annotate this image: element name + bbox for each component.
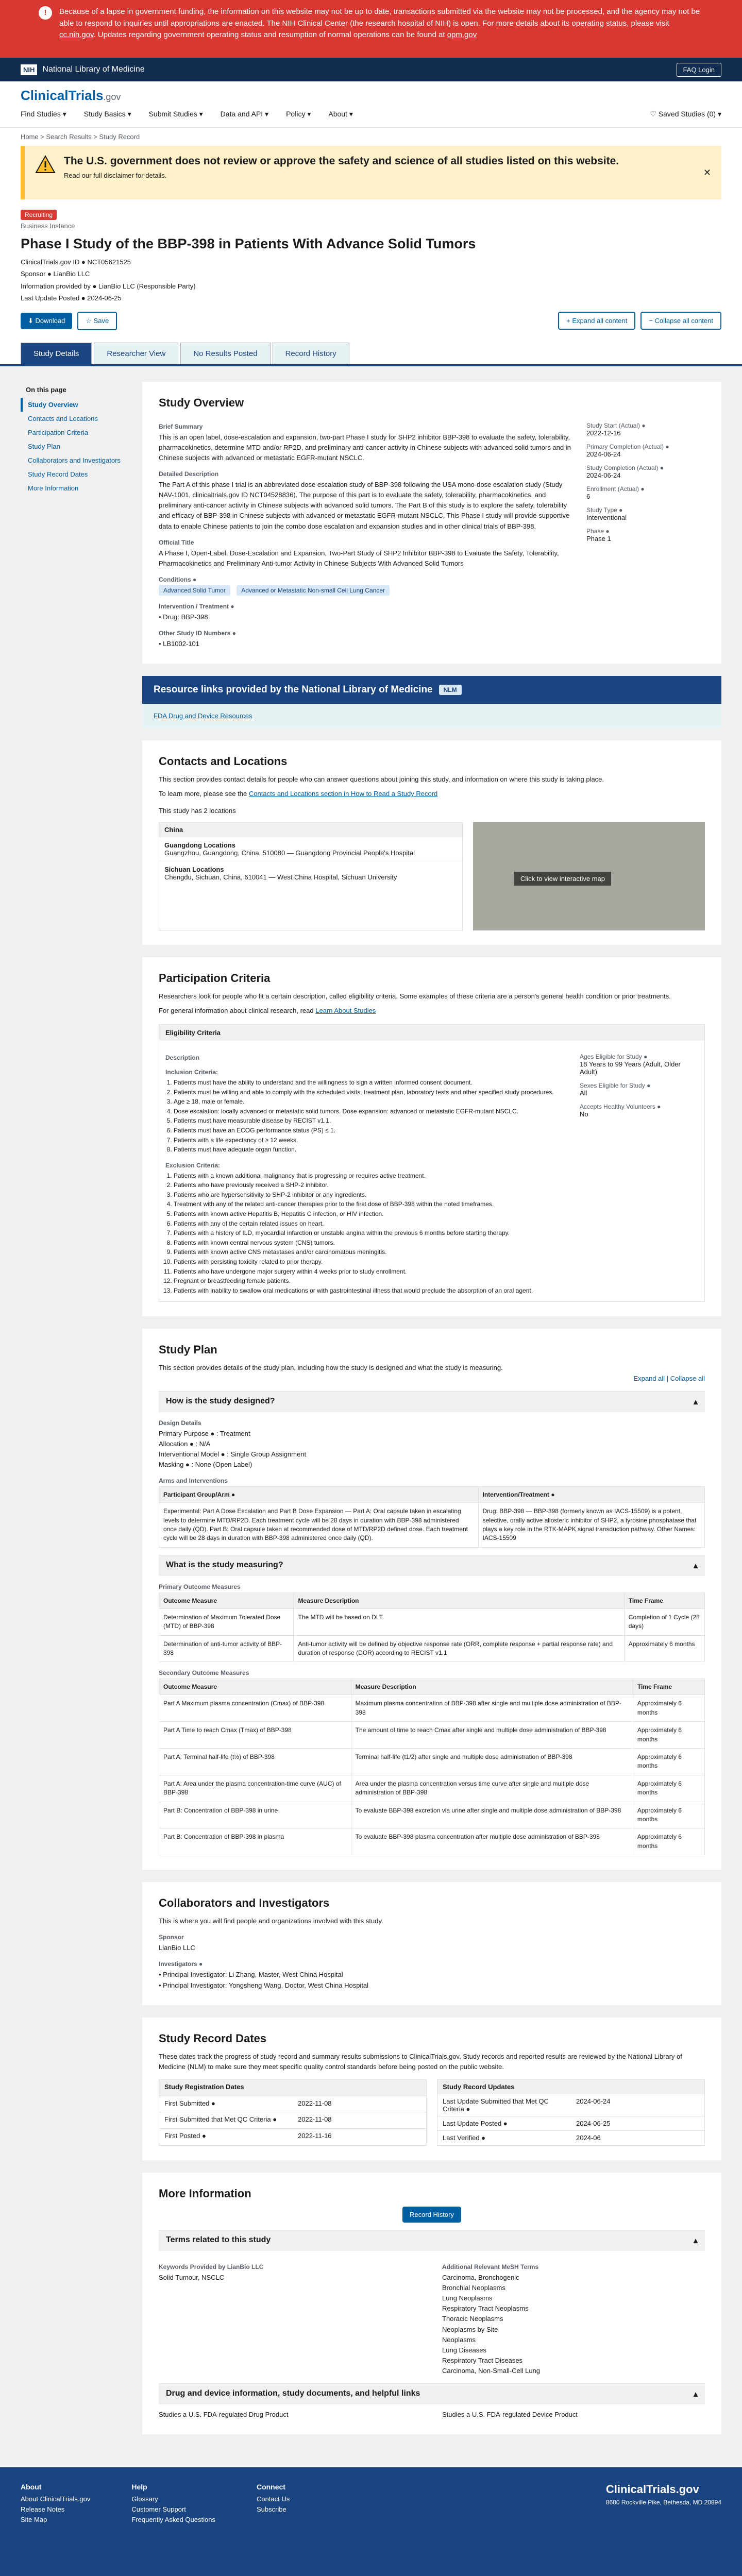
download-button[interactable]: ⬇ Download: [21, 313, 72, 329]
sidenav-title: On this page: [26, 385, 66, 394]
plan-expand-toggle[interactable]: Expand all | Collapse all: [633, 1374, 705, 1382]
overview-facts: Study Start (Actual) ● 2022-12-16 Primary Completion (Actual) ● 2024-06-24 Study Completion (Actual) ● 2024-06-24 Enrollment (Actual) ● 6 Study Type ● Interventional Phase ● Phase 1: [586, 421, 669, 543]
mesh-term: Lung Neoplasms: [442, 2294, 493, 2302]
tab-researcher-view[interactable]: Researcher View: [94, 343, 178, 364]
registration-dates: Study Registration Dates First Submitted ● 2022-11-08 First Submitted that Met QC Criteria ● 2022-11-08 First Posted ● 2022-11-16: [159, 2079, 427, 2146]
list-item: 3. Patients who are hypersensitivity to SHP-2 inhibitor or any ingredients.: [174, 1190, 567, 1200]
resources-title: Resource links provided by the National Library of Medicine: [154, 684, 433, 696]
table-row: [159, 1635, 705, 1662]
design-accordion[interactable]: How is the study designed? ▴: [159, 1391, 705, 1412]
list-item: 3. Age ≥ 18, male or female.: [174, 1097, 567, 1107]
sidenav-item-dates[interactable]: Study Record Dates: [28, 470, 88, 478]
measure-description: The MTD will be based on DLT.: [294, 1608, 624, 1635]
eligibility-facts: Ages Eligible for Study ● 18 Years to 99 Years (Adult, Older Adult) Sexes Eligible for Study ● All Accepts Healthy Volunteers ● No: [580, 1053, 681, 1118]
list-item: 8. Patients with known central nervous system (CNS) tumors.: [174, 1238, 567, 1248]
terms-accordion[interactable]: Terms related to this study ▴: [159, 2230, 705, 2251]
table-row: [159, 1695, 705, 1722]
contacts-heading: Contacts and Locations: [159, 755, 288, 768]
study-overview-card: Study Overview Brief Summary This is an open label, dose-escalation and expansion, two-part Phase I study for SHP2 inhibitor BBP-398 to evaluate the safety, tolerability, pharmacokinetics, determine MTD and/or RP2D, and preliminary anti-cancer activity in Chinese subjects with advanced solid tumors and in Chinese subjects with advanced or metastatic EGFR-mutant NSCLC. Detailed Description The Part A of this phase I trial is an abbreviated dose escalation study of BBP-398 following the USA mono-dose escalation study (Study NAV-1001, clinicaltrials.gov ID NCT04528836). The purpose of this part is to evaluate the safety, tolerability, pharmacokinetics, and preliminary anti-cancer activity in Chinese subjects with advanced solid tumors. The Part B of this study is to explore the safety, tolerability and efficacy of BBP-398 in Chinese subjects with advanced or metastatic EGFR-mutant NSCLC. This Phase I study will provide supportive data to enable Chinese patients to join the combo dose escalation and expansion studies and in other clinical trials of BBP-398. Official Title A Phase I, Open-Label, Dose-Escalation and Expansion, Two-Part Study of SHP2 Inhibitor BBP-398 to Evaluate the Safety, Tolerability, Pharmacokinetics and Preliminary Anti-tumor Activity in Chinese Subjects With Advanced Solid Tumors Conditions ● Advanced Solid Tumor Advanced or Metastatic Non-small Cell Lung Cancer Intervention / Treatment ● • Drug: BBP-398 Other Study ID Numbers ● • LB1002-101 Study Start (Actual) ● 2022-12-16 Primary Completion (Actual) ● 2024-06-24 Study Completion (Actual) ● 2024-06-24 Enrollment (Actual) ● 6 Study Type ● Interventional Phase ● Phase 1: [142, 382, 721, 664]
nct-id: ClinicalTrials.gov ID ● NCT05621525: [21, 258, 131, 266]
record-history-button[interactable]: Record History: [402, 2207, 461, 2223]
collapse-all-button[interactable]: − Collapse all content: [640, 312, 721, 330]
list-item: 4. Dose escalation: locally advanced or metastatic solid tumors. Dose expansion: advanced or metastatic EGFR-mutant NSCLC.: [174, 1107, 567, 1116]
time-frame: Completion of 1 Cycle (28 days): [624, 1608, 704, 1635]
site-logo[interactable]: ClinicalTrials.gov: [21, 88, 121, 103]
save-button[interactable]: ☆ Save: [77, 312, 117, 330]
list-item: 8. Patients must have adequate organ function.: [174, 1145, 567, 1155]
drug-info-accordion[interactable]: Drug and device information, study documents, and helpful links ▴: [159, 2383, 705, 2404]
mesh-term: Carcinoma, Bronchogenic: [442, 2273, 519, 2281]
contacts-help-link[interactable]: Contacts and Locations section in How to Read a Study Record: [248, 790, 438, 798]
tab-record-history[interactable]: Record History: [273, 343, 349, 364]
mesh-terms: [442, 2273, 705, 2376]
collaborators-card: Collaborators and Investigators This is where you will find people and organizations involved with this study. Sponsor LianBio LLC Investigators ● • Principal Investigator: Li Zhang, Master, West China Hospital • Principal Investigator: Yongsheng Wang, Doctor, West China Hospital: [142, 1882, 721, 2005]
expand-all-button[interactable]: + Expand all content: [558, 312, 635, 330]
measure-accordion[interactable]: What is the study measuring? ▴: [159, 1555, 705, 1576]
footer-logo[interactable]: ClinicalTrials.gov 8600 Rockville Pike, Bethesda, MD 20894: [605, 2483, 721, 2506]
breadcrumb[interactable]: Home > Search Results > Study Record: [21, 133, 140, 141]
outcome-measure: Determination of Maximum Tolerated Dose (MTD) of BBP-398: [159, 1608, 294, 1635]
notice-title: The U.S. government does not review or approve the safety and science of all studies listed on this website.: [64, 155, 619, 167]
intervention-item: • Drug: BBP-398: [159, 613, 208, 621]
mesh-term: Neoplasms by Site: [442, 2325, 498, 2333]
participation-heading: Participation Criteria: [159, 971, 271, 985]
page-title: Phase I Study of the BBP-398 in Patients With Advance Solid Tumors: [21, 236, 476, 251]
nlm-logo[interactable]: NIH National Library of Medicine: [21, 64, 145, 75]
location-item[interactable]: Guangdong Locations Guangzhou, Guangdong, China, 510080 — Guangdong Provincial People's Hospital: [159, 837, 462, 861]
site-footer: About About ClinicalTrials.gov Release Notes Site Map Help Glossary Customer Support Frequently Asked Questions Connect Contact Us Subscribe ClinicalTrials.gov 8600 Rockville Pike, Bethesda, MD 20894: [0, 2467, 742, 2576]
mesh-term: Carcinoma, Non-Small-Cell Lung: [442, 2367, 541, 2375]
list-item: 5. Patients with known active Hepatitis B, Hepatitis C infection, or HIV infection.: [174, 1209, 567, 1219]
outcome-measure: Determination of anti-tumor activity of BBP-398: [159, 1635, 294, 1662]
time-frame: Approximately 6 months: [633, 1775, 704, 1802]
page-sidenav: [21, 382, 129, 2447]
study-header: [21, 210, 721, 330]
info-provider: Information provided by ● LianBio LLC (Responsible Party): [21, 282, 196, 290]
measure-description: Anti-tumor activity will be defined by objective response rate (ORR, complete response + partial response rate) and duration of response (DOR) according to RECIST v1.1: [294, 1635, 624, 1662]
sidenav-item-contacts[interactable]: Contacts and Locations: [28, 414, 98, 422]
site-header: [0, 81, 742, 128]
list-item: 7. Patients with a history of ILD, myocardial infarction or unstable angina within the previous 6 months before starting therapy.: [174, 1228, 567, 1238]
opm-link[interactable]: opm.gov: [447, 30, 477, 39]
learn-about-studies-link[interactable]: Learn About Studies: [315, 1006, 376, 1014]
study-plan-card: Study Plan This section provides details of the study plan, including how the study is designed and what the study is measuring. Expand all | Collapse all How is the study designed? ▴ Design Details Primary Purpose ● : Treatment Allocation ● : N/A Interventional Model ● : Single Group Assignment Masking ● : None (Open Label) Arms and Interventions Participant Group/Arm ● Intervention/Treatment ● Experimental: Part A Dose Escalation and Part B Dose Expansion — Part A: Oral capsule taken in escalating levels to determine MTD/RP2D. Each treatment cycle will be 28 days in duration with BBP-398 administered once daily (QD). Part B: Oral capsule taken at recommended dose of MTD/RP2D defined dose. Each treatment cycle will be 28 days in duration with BBP-398 administered once daily (QD). Drug: BBP-398 — BBP-398 (formerly known as IACS-15509) is a potent, selective, orally active allosteric inhibitor of SHP2, a tyrosine phosphatase that plays a key role in the RTK-MAPK signal transduction pathway. Other Names: IACS-15509 What is the study measuring? ▴ Primary Outcome Measures Outcome Measure Measure Description Time Frame Determination of Maximum Tolerated Dose (MTD) of BBP-398 The MTD will be based on DLT. Completion of 1 Cycle (28 days) Determination of anti-tumor activity of BBP-398 Anti-tumor activity will be defined by objective response rate (ORR, complete response + partial response rate) and duration of response (DOR) according to RECIST v1.1 Approximately 6 months Secondary Outcome Measures Outcome Measure Measure Description Time Frame Part A Maximum plasma concentration (Cmax) of BBP-398 Maximum plasma concentration of BBP-398 after single and multiple dose administration of BBP-398 Approximately 6 months Part A Time to reach Cmax (Tmax) of BBP-398 The amount of time to reach Cmax after single and multiple dose administration of BBP-398 Approximately 6 months Part A: Terminal half-life (t½) of BBP-398 Terminal half-life (t1/2) after single and multiple dose administration of BBP-398 Approximately 6 months Part A: Area under the plasma concentration-time curve (AUC) of BBP-398 Area under the plasma concentration versus time curve after single and multiple dose administration of BBP-398 Approximately 6 months Part B: Concentration of BBP-398 in urine To evaluate BBP-398 excretion via urine after single and multiple dose administration of BBP-398 Approximately 6 months Part B: Concentration of BBP-398 in plasma To evaluate BBP-398 plasma concentration after multiple dose administration of BBP-398 Approximately 6 months: [142, 1329, 721, 1870]
list-item: 12. Pregnant or breastfeeding female patients.: [174, 1276, 567, 1286]
nav-menu-item[interactable]: Policy ▾: [286, 110, 311, 118]
sidenav-item-overview[interactable]: Study Overview: [21, 398, 129, 412]
dates-heading: Study Record Dates: [159, 2031, 267, 2045]
list-item: 1. Patients must have the ability to understand and the willingness to sign a written informed consent document.: [174, 1078, 567, 1088]
sidenav-item-participation[interactable]: Participation Criteria: [28, 428, 89, 436]
notice-disclaimer-link[interactable]: Read our full disclaimer for details.: [64, 172, 167, 179]
contacts-card: Contacts and Locations This section provides contact details for people who can answer questions about joining this study, and information on where this study is taking place. To learn more, please see the Contacts and Locations section in How to Read a Study Record This study has 2 locations China Guangdong Locations Guangzhou, Guangdong, China, 510080 — Guangdong Provincial People's Hospital Sichuan Locations Chengdu, Sichuan, China, 610041 — West China Hospital, Sichuan University Click to view interactive map: [142, 740, 721, 944]
time-frame: Approximately 6 months: [624, 1635, 704, 1662]
table-row: [159, 1802, 705, 1828]
mesh-term: Thoracic Neoplasms: [442, 2315, 503, 2323]
nav-menu-item[interactable]: Find Studies ▾: [21, 110, 66, 118]
record-dates-card: Study Record Dates These dates track the progress of study record and summary results submissions to ClinicalTrials.gov. Study records and reported results are reviewed by the National Library of Medicine (NLM) to make sure they meet specific quality control standards before being posted on the public website. Study Registration Dates First Submitted ● 2022-11-08 First Submitted that Met QC Criteria ● 2022-11-08 First Posted ● 2022-11-16 Study Record Updates Last Update Submitted that Met QC Criteria ● 2024-06-24 Last Update Posted ● 2024-06-25 Last Verified ● 2024-06: [142, 2018, 721, 2160]
record-updates: Study Record Updates Last Update Submitted that Met QC Criteria ● 2024-06-24 Last Update Posted ● 2024-06-25 Last Verified ● 2024-06: [437, 2079, 705, 2146]
overview-heading: Study Overview: [159, 396, 244, 409]
close-icon[interactable]: ✕: [703, 167, 711, 178]
status-subtext: Business Instance: [21, 222, 75, 230]
time-frame: Approximately 6 months: [633, 1695, 704, 1722]
official-title: A Phase I, Open-Label, Dose-Escalation and Expansion, Two-Part Study of SHP2 Inhibitor BBP-398 to Evaluate the Safety, Tolerability, Pharmacokinetics and Preliminary Anti-tumor Activity in Chinese Subjects With Advanced Solid Tumors: [159, 549, 559, 567]
participation-card: Participation Criteria Researchers look for people who fit a certain description, called eligibility criteria. Some examples of these criteria are a person's general health condition or prior treatments. For general information about clinical research, read Learn About Studies Eligibility Criteria Description Inclusion Criteria: 1. Patients must have the ability to understand and the willingness to sign a written informed consent document. 2. Patients must be willing and able to comply with the scheduled visits, treatment plan, laboratory tests and other specified study procedures. 3. Age ≥ 18, male or female. 4. Dose escalation: locally advanced or metastatic solid tumors. Dose expansion: advanced or metastatic EGFR-mutant NSCLC. 5. Patients must have measurable disease by RECIST v1.1. 6. Patients must have an ECOG performance status (PS) ≤ 1. 7. Patients with a life expectancy of ≥ 12 weeks. 8. Patients must have adequate organ function. Exclusion Criteria: 1. Patients with a known additional malignancy that is progressing or requires active treatment. 2. Patients who have previously received a SHP-2 inhibitor. 3. Patients who are hypersensitivity to SHP-2 inhibitor or any ingredients. 4. Treatment with any of the related anti-cancer therapies prior to the first dose of BBP-398 within the noted timeframes. 5. Patients with known active Hepatitis B, Hepatitis C infection, or HIV infection. 6. Patients with any of the certain related issues on heart. 7. Patients with a history of ILD, myocardial infarction or unstable angina within the previous 6 months before starting therapy. 8. Patients with known central nervous system (CNS) tumors. 9. Patients with known active CNS metastases and/or carcinomatous meningitis. 10. Patients with persisting toxicity related to prior therapy. 11. Patients who have undergone major surgery within 4 weeks prior to study enrollment. 12. Pregnant or breastfeeding female patients. 13. Patients with inability to swallow oral medications or with gastrointestinal illness that would preclude the absorption of an oral agent. Ages Eligible for Study ● 18 Years to 99 Years (Adult, Older Adult) Sexes Eligible for Study ● All Accepts Healthy Volunteers ● No: [142, 957, 721, 1317]
outcome-measure: Part A: Area under the plasma concentration-time curve (AUC) of BBP-398: [159, 1775, 351, 1802]
outcome-measure: Part B: Concentration of BBP-398 in plasma: [159, 1828, 351, 1855]
sidenav-item-plan[interactable]: Study Plan: [28, 442, 60, 450]
time-frame: Approximately 6 months: [633, 1722, 704, 1749]
mesh-term: Neoplasms: [442, 2335, 476, 2344]
more-heading: More Information: [159, 2187, 251, 2200]
last-update: Last Update Posted ● 2024-06-25: [21, 294, 122, 302]
measure-description: To evaluate BBP-398 excretion via urine after single and multiple dose administration of BBP-398: [351, 1802, 633, 1828]
cc-nih-link[interactable]: cc.nih.gov: [59, 30, 94, 39]
main-nav: [21, 110, 353, 118]
table-row: [159, 1775, 705, 1802]
time-frame: Approximately 6 months: [633, 1748, 704, 1775]
nav-menu-item[interactable]: Study Basics ▾: [83, 110, 131, 118]
saved-studies-link[interactable]: ♡ Saved Studies (0) ▾: [650, 110, 721, 118]
sponsor-name: LianBio LLC: [159, 1944, 195, 1952]
table-row: Experimental: Part A Dose Escalation and Part B Dose Expansion — Part A: Oral capsule taken in escalating levels to determine MTD/RP2D. Each treatment cycle will be 28 days in duration with BBP-398 administered once daily (QD). Part B: Oral capsule taken at recommended dose of MTD/RP2D defined dose. Each treatment cycle will be 28 days in duration with BBP-398 administered once daily (QD). Drug: BBP-398 — BBP-398 (formerly known as IACS-15509) is a potent, selective, orally active allosteric inhibitor of SHP2, a tyrosine phosphatase that plays a key role in the RTK-MAPK signal transduction pathway. Other Names: IACS-15509: [159, 1503, 705, 1548]
shutdown-text: Because of a lapse in government funding, the information on this website may not be up to date, transactions submitted via the website may not be processed, and the agency may not be able to respond to inquiries until appropriations are enacted. The NIH Clinical Center (the research hospital of NIH) is open. For more details about its operating status, please visit cc.nih.gov. Updates regarding government operating status and resumption of normal operations can be found at opm.gov: [59, 7, 700, 39]
location-count: This study has 2 locations: [159, 806, 236, 815]
list-item: 2. Patients who have previously received a SHP-2 inhibitor.: [174, 1180, 567, 1190]
chevron-up-icon: ▴: [693, 1561, 698, 1570]
primary-outcomes-table: Outcome Measure Measure Description Time Frame Determination of Maximum Tolerated Dose (MTD) of BBP-398 The MTD will be based on DLT. Completion of 1 Cycle (28 days) Determination of anti-tumor activity of BBP-398 Anti-tumor activity will be defined by objective response rate (ORR, complete response + partial response rate) and duration of response (DOR) according to RECIST v1.1 Approximately 6 months: [159, 1592, 705, 1663]
arms-table: Participant Group/Arm ● Intervention/Treatment ● Experimental: Part A Dose Escalation and Part B Dose Expansion — Part A: Oral capsule taken in escalating levels to determine MTD/RP2D. Each treatment cycle will be 28 days in duration with BBP-398 administered once daily (QD). Part B: Oral capsule taken at recommended dose of MTD/RP2D defined dose. Each treatment cycle will be 28 days in duration with BBP-398 administered once daily (QD). Drug: BBP-398 — BBP-398 (formerly known as IACS-15509) is a potent, selective, orally active allosteric inhibitor of SHP2, a tyrosine phosphatase that plays a key role in the RTK-MAPK signal transduction pathway. Other Names: IACS-15509: [159, 1486, 705, 1548]
sponsor-line: Sponsor ● LianBio LLC: [21, 270, 90, 278]
outcome-measure: Part A Maximum plasma concentration (Cmax) of BBP-398: [159, 1695, 351, 1722]
outcome-measure: Part B: Concentration of BBP-398 in urine: [159, 1802, 351, 1828]
list-item: 6. Patients must have an ECOG performance status (PS) ≤ 1.: [174, 1126, 567, 1136]
measure-description: Area under the plasma concentration versus time curve after single and multiple dose administration of BBP-398: [351, 1775, 633, 1802]
list-item: 10. Patients with persisting toxicity related to prior therapy.: [174, 1257, 567, 1267]
location-map[interactable]: Click to view interactive map: [473, 822, 705, 930]
list-item: 13. Patients with inability to swallow oral medications or with gastrointestinal illness that would preclude the absorption of an oral agent.: [174, 1286, 567, 1296]
secondary-outcomes-table: Outcome Measure Measure Description Time Frame Part A Maximum plasma concentration (Cmax) of BBP-398 Maximum plasma concentration of BBP-398 after single and multiple dose administration of BBP-398 Approximately 6 months Part A Time to reach Cmax (Tmax) of BBP-398 The amount of time to reach Cmax after single and multiple dose administration of BBP-398 Approximately 6 months Part A: Terminal half-life (t½) of BBP-398 Terminal half-life (t1/2) after single and multiple dose administration of BBP-398 Approximately 6 months Part A: Area under the plasma concentration-time curve (AUC) of BBP-398 Area under the plasma concentration versus time curve after single and multiple dose administration of BBP-398 Approximately 6 months Part B: Concentration of BBP-398 in urine To evaluate BBP-398 excretion via urine after single and multiple dose administration of BBP-398 Approximately 6 months Part B: Concentration of BBP-398 in plasma To evaluate BBP-398 plasma concentration after multiple dose administration of BBP-398 Approximately 6 months: [159, 1679, 705, 1855]
status-badge: Recruiting: [21, 210, 57, 220]
table-row: [159, 1748, 705, 1775]
list-item: 4. Treatment with any of the related anti-cancer therapies prior to the first dose of BBP-398 within the noted timeframes.: [174, 1199, 567, 1209]
measure-description: Terminal half-life (t1/2) after single and multiple dose administration of BBP-398: [351, 1748, 633, 1775]
record-tabs: [0, 343, 742, 366]
table-row: [159, 1828, 705, 1855]
sidenav-item-collaborators[interactable]: Collaborators and Investigators: [28, 456, 121, 464]
inclusion-list: [165, 1078, 567, 1155]
outcome-measure: Part A Time to reach Cmax (Tmax) of BBP-398: [159, 1722, 351, 1749]
nlm-bar: [0, 58, 742, 81]
sidenav-item-more[interactable]: More Information: [28, 484, 79, 492]
location-list: China Guangdong Locations Guangzhou, Guangdong, China, 510080 — Guangdong Provincial People's Hospital Sichuan Locations Chengdu, Sichuan, China, 610041 — West China Hospital, Sichuan University: [159, 822, 463, 930]
shutdown-banner: [0, 0, 742, 58]
tab-no-results[interactable]: No Results Posted: [180, 343, 270, 364]
fda-resources-link[interactable]: FDA Drug and Device Resources: [154, 712, 252, 720]
measure-description: To evaluate BBP-398 plasma concentration after multiple dose administration of BBP-398: [351, 1828, 633, 1855]
nlm-resources-card: [142, 676, 721, 728]
warning-triangle-icon: [35, 155, 56, 174]
time-frame: Approximately 6 months: [633, 1802, 704, 1828]
list-item: 6. Patients with any of the certain related issues on heart.: [174, 1219, 567, 1229]
table-row: [159, 1722, 705, 1749]
other-id: • LB1002-101: [159, 640, 200, 648]
time-frame: Approximately 6 months: [633, 1828, 704, 1855]
mesh-term: Bronchial Neoplasms: [442, 2284, 505, 2292]
alert-icon: !: [39, 6, 52, 20]
list-item: 2. Patients must be willing and able to comply with the scheduled visits, treatment plan, laboratory tests and other specified study procedures.: [174, 1088, 567, 1097]
plan-heading: Study Plan: [159, 1343, 217, 1357]
list-item: 9. Patients with known active CNS metastases and/or carcinomatous meningitis.: [174, 1247, 567, 1257]
chevron-up-icon: ▴: [693, 2390, 698, 2399]
tab-study-details[interactable]: Study Details: [21, 343, 92, 364]
faq-login-button[interactable]: FAQ Login: [677, 63, 721, 77]
eligibility-box: Eligibility Criteria Description Inclusion Criteria: 1. Patients must have the ability to understand and the willingness to sign a written informed consent document. 2. Patients must be willing and able to comply with the scheduled visits, treatment plan, laboratory tests and other specified study procedures. 3. Age ≥ 18, male or female. 4. Dose escalation: locally advanced or metastatic solid tumors. Dose expansion: advanced or metastatic EGFR-mutant NSCLC. 5. Patients must have measurable disease by RECIST v1.1. 6. Patients must have an ECOG performance status (PS) ≤ 1. 7. Patients with a life expectancy of ≥ 12 weeks. 8. Patients must have adequate organ function. Exclusion Criteria: 1. Patients with a known additional malignancy that is progressing or requires active treatment. 2. Patients who have previously received a SHP-2 inhibitor. 3. Patients who are hypersensitivity to SHP-2 inhibitor or any ingredients. 4. Treatment with any of the related anti-cancer therapies prior to the first dose of BBP-398 within the noted timeframes. 5. Patients with known active Hepatitis B, Hepatitis C infection, or HIV infection. 6. Patients with any of the certain related issues on heart. 7. Patients with a history of ILD, myocardial infarction or unstable angina within the previous 6 months before starting therapy. 8. Patients with known central nervous system (CNS) tumors. 9. Patients with known active CNS metastases and/or carcinomatous meningitis. 10. Patients with persisting toxicity related to prior therapy. 11. Patients who have undergone major surgery within 4 weeks prior to study enrollment. 12. Pregnant or breastfeeding female patients. 13. Patients with inability to swallow oral medications or with gastrointestinal illness that would preclude the absorption of an oral agent. Ages Eligible for Study ● 18 Years to 99 Years (Adult, Older Adult) Sexes Eligible for Study ● All Accepts Healthy Volunteers ● No: [159, 1024, 705, 1302]
nav-menu-item[interactable]: Submit Studies ▾: [148, 110, 203, 118]
mesh-term: Lung Diseases: [442, 2346, 486, 2354]
collab-heading: Collaborators and Investigators: [159, 1896, 330, 1910]
more-info-card: More Information Record History Terms related to this study ▴ Keywords Provided by LianBio LLC Solid Tumour, NSCLC Additional Relevant MeSH Terms Carcinoma, Bronchogenic Bronchial Neoplasms Lung Neoplasms Respiratory Tract Neoplasms Thoracic Neoplasms Neoplasms by Site Neoplasms Lung Diseases Respiratory Tract Diseases Carcinoma, Non-Small-Cell Lung Drug and device information, study documents, and helpful links ▴ Studies a U.S. FDA-regulated Drug Product Studies a U.S. FDA-regulated Device Product: [142, 2173, 721, 2435]
nav-menu-item[interactable]: About ▾: [328, 110, 353, 118]
list-item: 7. Patients with a life expectancy of ≥ 12 weeks.: [174, 1136, 567, 1145]
study-meta: [21, 256, 721, 304]
condition-tag[interactable]: Advanced or Metastatic Non-small Cell Lung Cancer: [237, 585, 390, 596]
mesh-term: Respiratory Tract Diseases: [442, 2357, 523, 2365]
measure-description: Maximum plasma concentration of BBP-398 after single and multiple dose administration of BBP-398: [351, 1695, 633, 1722]
nav-menu-item[interactable]: Data and API ▾: [220, 110, 269, 118]
brief-summary: This is an open label, dose-escalation and expansion, two-part Phase I study for SHP2 inhibitor BBP-398 to evaluate the safety, tolerability, pharmacokinetics, determine MTD and/or RP2D, and preliminary anti-cancer activity in Chinese subjects with advanced solid tumors and in Chinese subjects with advanced or metastatic EGFR-mutant NSCLC.: [159, 433, 571, 462]
exclusion-list: [165, 1171, 567, 1296]
chevron-up-icon: ▴: [693, 1397, 698, 1406]
nlm-logo-icon: NLM: [439, 685, 462, 695]
chevron-up-icon: ▴: [693, 2236, 698, 2245]
condition-tag[interactable]: Advanced Solid Tumor: [159, 585, 230, 596]
list-item: 1. Patients with a known additional malignancy that is progressing or requires active treatment.: [174, 1171, 567, 1181]
list-item: 5. Patients must have measurable disease by RECIST v1.1.: [174, 1116, 567, 1126]
location-item[interactable]: Sichuan Locations Chengdu, Sichuan, China, 610041 — West China Hospital, Sichuan University: [159, 861, 462, 885]
measure-description: The amount of time to reach Cmax after single and multiple dose administration of BBP-398: [351, 1722, 633, 1749]
disclaimer-notice: [21, 146, 721, 199]
detailed-description: The Part A of this phase I trial is an abbreviated dose escalation study of BBP-398 following the USA mono-dose escalation study (Study NAV-1001, clinicaltrials.gov ID NCT04528836). The purpose of this part is to evaluate the safety, tolerability, pharmacokinetics, and preliminary anti-cancer activity in Chinese subjects with advanced solid tumors. The Part B of this study is to explore the safety, tolerability and efficacy of BBP-398 in Chinese subjects with advanced or metastatic EGFR-mutant NSCLC. This Phase I study will provide supportive data to enable Chinese patients to join the combo dose escalation and expansion studies and in other clinical trials of BBP-398.: [159, 480, 570, 530]
outcome-measure: Part A: Terminal half-life (t½) of BBP-398: [159, 1748, 351, 1775]
list-item: 11. Patients who have undergone major surgery within 4 weeks prior to study enrollment.: [174, 1267, 567, 1277]
content-area: [0, 366, 742, 2468]
mesh-term: Respiratory Tract Neoplasms: [442, 2304, 529, 2313]
table-row: [159, 1608, 705, 1635]
